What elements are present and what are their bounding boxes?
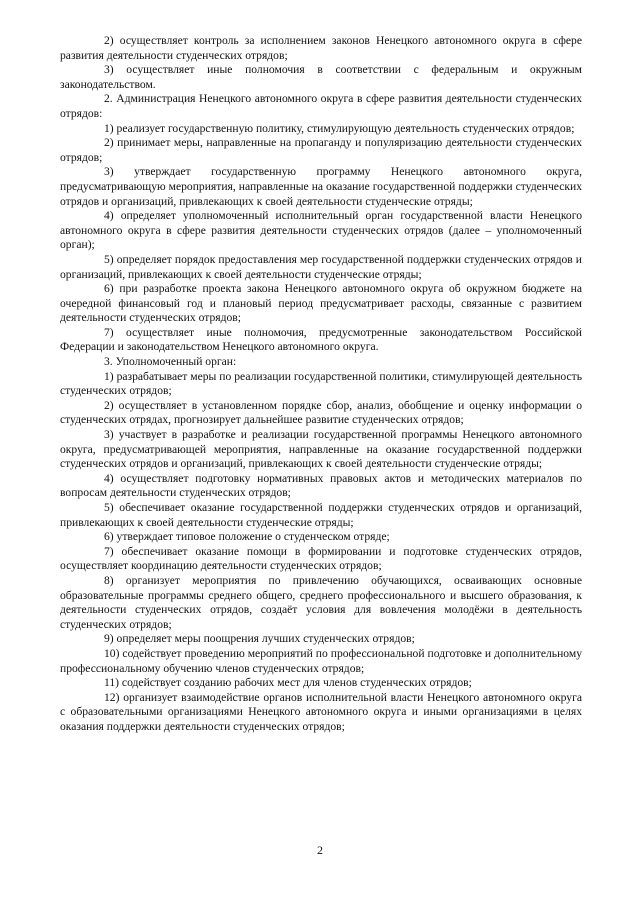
paragraph: 7) осуществляет иные полномочия, предусмотренные законодательством Российской Федерации и законодательством Ненецкого автономного округа. <box>60 325 582 354</box>
paragraph: 2) осуществляет контроль за исполнением законов Ненецкого автономного округа в сфере развития деятельности студенческих отрядов; <box>60 34 582 62</box>
paragraph: 9) определяет меры поощрения лучших студенческих отрядов; <box>104 632 415 646</box>
paragraph: 11) содействует созданию рабочих мест для членов студенческих отрядов; <box>104 676 472 690</box>
paragraph: 1) разрабатывает меры по реализации государственной политики, стимулирующей деятельность студенческих отрядов; <box>60 369 582 398</box>
paragraph: 8) организует мероприятия по привлечению обучающихся, осваивающих основные образовательные программы среднего общего, среднего профессионального и высшего образования, к деятельности студенческих отрядов, создаёт условия для вовлечения молодёжи в деятельность студенческих отрядов; <box>60 573 582 631</box>
paragraph: 4) осуществляет подготовку нормативных правовых актов и методических материалов по вопросам деятельности студенческих отрядов; <box>60 471 582 500</box>
document-body <box>60 34 582 735</box>
paragraph: 5) обеспечивает оказание государственной поддержки студенческих отрядов и организаций, привлекающих к своей деятельности студенческие отряды; <box>60 501 582 529</box>
paragraph: 1) реализует государственную политику, стимулирующую деятельность студенческих отрядов; <box>104 121 575 135</box>
page-number: 2 <box>317 843 323 857</box>
paragraph: 2) осуществляет в установленном порядке сбор, анализ, обобщение и оценку информации о студенческих отрядах, прогнозирует дальнейшее развитие студенческих отрядов; <box>60 398 582 427</box>
paragraph: 6) утверждает типовое положение о студенческом отряде; <box>104 530 390 544</box>
paragraph: 2. Администрация Ненецкого автономного округа в сфере развития деятельности студенческих отрядов: <box>60 92 582 120</box>
paragraph: 6) при разработке проекта закона Ненецкого автономного округа об окружном бюджете на очередной финансовый год и плановый период предусматривает расходы, связанные с развитием деятельности студенческих отрядов; <box>60 282 582 325</box>
paragraph: 3) утверждает государственную программу Ненецкого автономного округа, предусматривающую мероприятия, направленные на оказание государственной поддержки студенческих отрядов и организаций, привлекающих к своей деятельности студенческие отряды; <box>60 165 582 208</box>
paragraph: 3) осуществляет иные полномочия в соответствии с федеральным и окружным законодательством. <box>60 63 582 91</box>
paragraph: 3) участвует в разработке и реализации государственной программы Ненецкого автономного округа, предусматривающей мероприятия, направленные на оказание государственной поддержки студенческих отрядов и организаций, привлекающих к своей деятельности студенческие отряды; <box>60 428 582 471</box>
paragraph: 3. Уполномоченный орган: <box>104 355 237 369</box>
paragraph: 12) организует взаимодействие органов исполнительной власти Ненецкого автономного округа с образовательными организациями Ненецкого автономного округа и иными организациями в целях оказания поддержки деятельности студенческих отрядов; <box>60 690 582 733</box>
paragraph: 4) определяет уполномоченный исполнительный орган государственной власти Ненецкого автономного округа в сфере развития деятельности студенческих отрядов (далее – уполномоченный орган); <box>60 209 582 252</box>
paragraph: 7) обеспечивает оказание помощи в формировании и подготовке студенческих отрядов, осуществляет координацию деятельности студенческих отрядов; <box>60 544 582 573</box>
paragraph: 5) определяет порядок предоставления мер государственной поддержки студенческих отрядов и организаций, привлекающих к своей деятельности студенческие отряды; <box>60 252 582 281</box>
paragraph: 2) принимает меры, направленные на пропаганду и популяризацию деятельности студенческих отрядов; <box>60 136 582 164</box>
paragraph: 10) содействует проведению мероприятий по профессиональной подготовке и дополнительному профессиональному обучению членов студенческих отрядов; <box>60 646 582 675</box>
